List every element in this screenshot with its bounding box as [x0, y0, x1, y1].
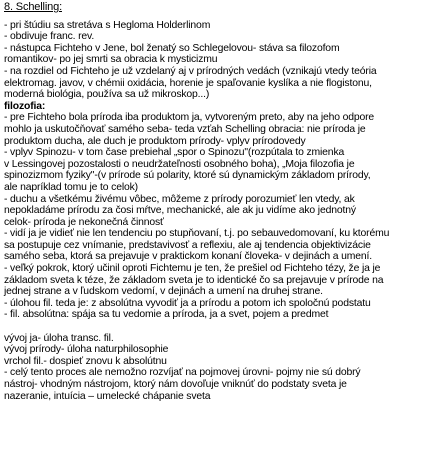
text-line: vývoj prírody- úloha naturphilosophie [4, 344, 169, 356]
text-line: - pri štúdiu sa stretáva s Hegloma Holderlinom [4, 19, 211, 31]
text-line: - veľký pokrok, ktorý učinil oproti Fichtemu je ten, že prešiel od Fichteho tézy, že ja je [4, 263, 381, 275]
text-line: - nástupca Fichteho v Jene, bol ženatý so Schlegelovou- stáva sa filozofom [4, 42, 340, 54]
text-line: elektromag. javov, v chémii oxidácia, horenie je spaľovanie kyslíka a nie flogistonu, [4, 77, 372, 89]
text-line: samého seba, ktorá sa prejavuje v praktickom konaní človeka- v dejinách a umení. [4, 251, 373, 263]
intro-block [4, 20, 434, 101]
text-line: - pre Fichteho bola príroda iba produktom ja, vytvoreným preto, aby na jeho odpore [4, 112, 375, 124]
text-line: vývoj ja- úloha transc. fil. [4, 332, 114, 344]
text-line: ale napríklad tomu je to celok) [4, 181, 138, 193]
text-line: - na rozdiel od Fichteho je už vzdelaný aj v prírodných vedách (vznikajú vtedy teória [4, 65, 377, 77]
text-line: - vplyv Spinozu- v tom čase prebiehal „spor o Spinozu"(rozpútala to zmienka [4, 147, 345, 159]
text-line: moderná biológia, používa sa už mikroskop...) [4, 89, 210, 101]
text-line: nazeranie, intuícia – umelecké chápanie sveta [4, 390, 211, 402]
text-line: v Lessingovej pozostalosti o neudržateľnosti osobného boha), „Moja filozofia je [4, 158, 355, 170]
text-line: nepokladáme prírodu za čosi mŕtve, mechanické, ale ak ju vidíme ako jednotný [4, 205, 356, 217]
section-heading: 8. Schelling: [4, 1, 62, 13]
text-line: romantikov- po jej smrti sa obracia k mysticizmu [4, 54, 218, 66]
philosophy-subheading: filozofia: [4, 100, 46, 112]
text-line: - obdivuje franc. rev. [4, 31, 95, 43]
text-line: - úlohou fil. teda je: z absolútna vyvodiť ja a prírodu a potom ich spoločnú podstatu [4, 297, 371, 309]
summary-block [4, 333, 434, 403]
text-line: spinozizmom fyziky"-(v prírode sú polarity, ktoré sú dynamickým základom prírody, [4, 170, 371, 182]
text-line: - duchu a všetkému živému vôbec, môžeme z prírody porozumieť len vtedy, ak [4, 193, 355, 205]
text-line: - celý tento proces ale nemožno rozvíjať na pojmovej úrovni- pojmy nie sú dobrý [4, 367, 361, 379]
text-line: - fil. absolútna: spája sa tu vedomie a príroda, ja a svet, pojem a predmet [4, 309, 329, 321]
text-line: produktom ducha, ale duch je produktom prírody- vplyv prírodovedy [4, 135, 306, 147]
text-line: jednej strane a v ľudskom vedomí, v dejinách a umení na druhej strane. [4, 286, 323, 298]
text-line: sa postupuje cez vnímanie, predstavivosť a reflexiu, ale aj tendencia objektivizácie [4, 239, 371, 251]
text-line: nástroj- vhodným nástrojom, ktorý nám dovoľuje vniknúť do podstaty sveta je [4, 379, 347, 390]
text-line: vrchol fil.- dospieť znovu k absolútnu [4, 355, 167, 367]
document-page [4, 2, 434, 402]
text-line: mohlo ja uskutočňovať samého seba- teda vzťah Schelling obracia: nie príroda je [4, 123, 366, 135]
text-line: celok- príroda je nekonečná činnosť [4, 216, 164, 228]
spacer [4, 321, 434, 333]
text-line: - vidí ja je vidieť nie len tendenciu po stupňovaní, t.j. po sebauvedomovaní, ku ktorému [4, 228, 390, 240]
text-line: základom sveta k téze, že základom sveta je to identické čo sa prejavuje v prírode na [4, 274, 384, 286]
philosophy-block [4, 112, 434, 321]
